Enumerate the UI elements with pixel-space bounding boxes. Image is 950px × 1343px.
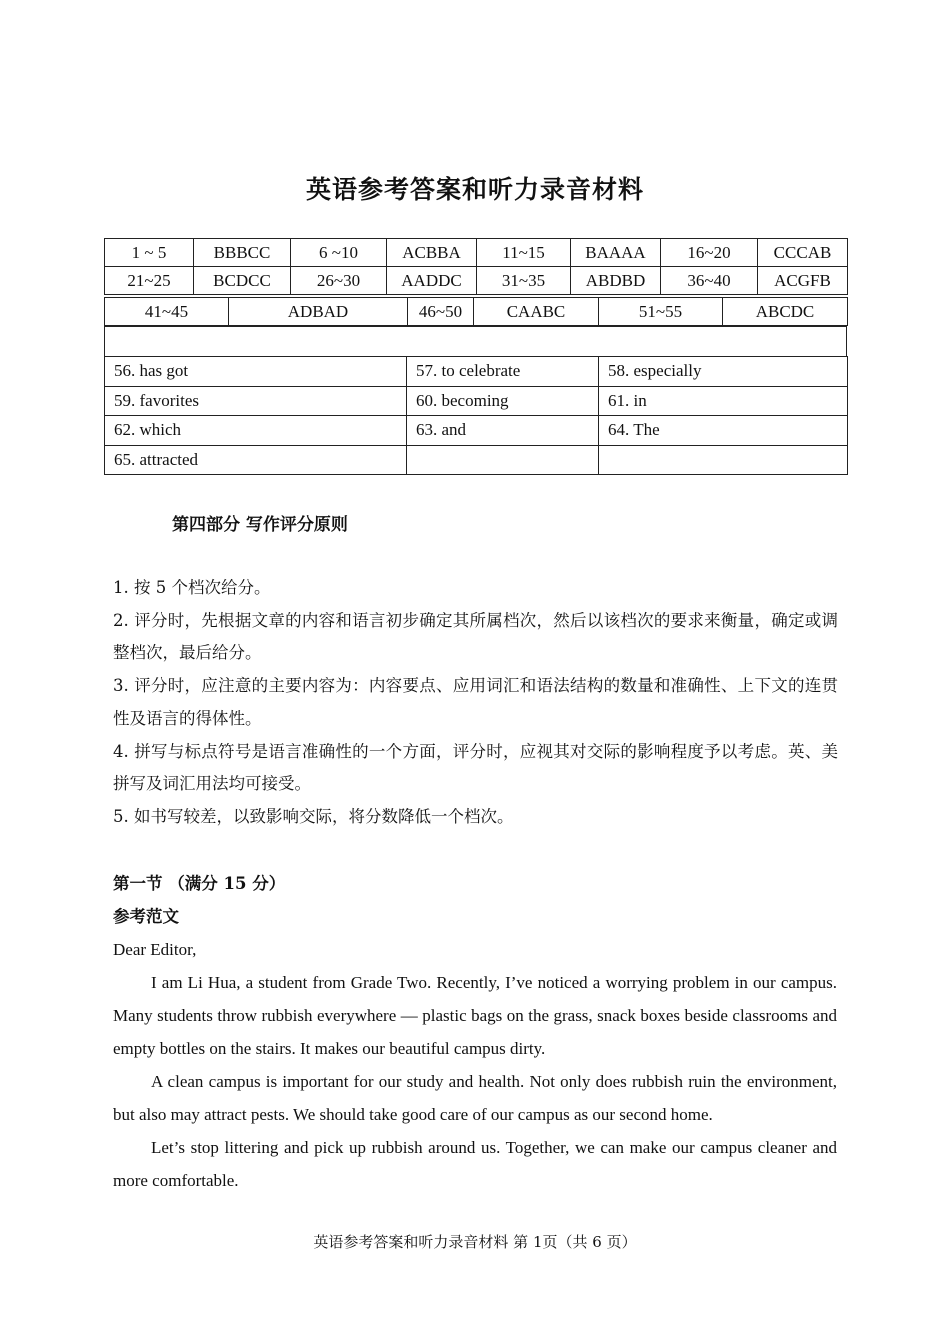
fill-in-cell: 63. and bbox=[407, 416, 599, 446]
table-row bbox=[105, 357, 848, 387]
table-row bbox=[105, 298, 848, 326]
question-range: 21~25 bbox=[105, 267, 194, 295]
fill-in-cell: 61. in bbox=[599, 386, 848, 416]
answer-cell: ACGFB bbox=[758, 267, 848, 295]
answer-cell: BAAAA bbox=[571, 239, 661, 267]
table-row bbox=[105, 327, 847, 357]
fill-in-answer-table bbox=[104, 356, 848, 475]
fill-in-cell: 65. attracted bbox=[105, 445, 407, 475]
fill-in-cell: 62. which bbox=[105, 416, 407, 446]
rule-item: 5. 如书写较差，以致影响交际，将分数降低一个档次。 bbox=[113, 806, 514, 826]
blank-row bbox=[104, 326, 847, 357]
section-label: 第一节 （满分 15 分） bbox=[113, 874, 286, 893]
answer-cell: AADDC bbox=[387, 267, 477, 295]
fill-in-cell bbox=[407, 445, 599, 475]
fill-in-cell: 64. The bbox=[599, 416, 848, 446]
table-row bbox=[105, 386, 848, 416]
letter-greeting: Dear Editor, bbox=[113, 940, 197, 959]
answer-table-1-40 bbox=[104, 238, 848, 295]
question-range: 51~55 bbox=[599, 298, 723, 326]
fill-in-cell bbox=[599, 445, 848, 475]
answer-cell: ABCDC bbox=[723, 298, 848, 326]
question-range: 16~20 bbox=[661, 239, 758, 267]
page-title: 英语参考答案和听力录音材料 bbox=[305, 175, 644, 204]
essay-paragraph: I am Li Hua, a student from Grade Two. Recently, I’ve noticed a worrying problem in our campus. Many students throw rubbish everywhere — plastic bags on the grass, snack boxes beside classrooms and empty bottles on the stairs. It makes our beautiful campus dirty. bbox=[113, 973, 837, 1058]
rule-item: 3. 评分时，应注意的主要内容为：内容要点、应用词汇和语法结构的数量和准确性、上下文的连贯性及语言的得体性。 bbox=[113, 676, 838, 728]
fill-in-cell: 58. especially bbox=[599, 357, 848, 387]
scoring-rules bbox=[113, 572, 838, 834]
table-row bbox=[105, 416, 848, 446]
rule-item: 4. 拼写与标点符号是语言准确性的一个方面，评分时，应视其对交际的影响程度予以考虑。英、美拼写及词汇用法均可接受。 bbox=[113, 741, 838, 794]
question-range: 31~35 bbox=[477, 267, 571, 295]
answer-table-41-55 bbox=[104, 297, 848, 326]
table-row bbox=[105, 239, 848, 267]
page-footer: 英语参考答案和听力录音材料 第 1页（共 6 页） bbox=[313, 1233, 637, 1251]
answer-cell: CCCAB bbox=[758, 239, 848, 267]
question-range: 26~30 bbox=[291, 267, 387, 295]
answer-cell: ACBBA bbox=[387, 239, 477, 267]
question-range: 6 ~10 bbox=[291, 239, 387, 267]
table-row bbox=[105, 445, 848, 475]
answer-cell: CAABC bbox=[474, 298, 599, 326]
rule-item: 1. 按 5 个档次给分。 bbox=[113, 578, 271, 597]
answer-cell: ADBAD bbox=[229, 298, 408, 326]
question-range: 46~50 bbox=[408, 298, 474, 326]
sample-label: 参考范文 bbox=[113, 907, 179, 926]
empty-cell bbox=[105, 327, 847, 357]
rule-item: 2. 评分时，先根据文章的内容和语言初步确定其所属档次，然后以该档次的要求来衡量，确定或调整档次，最后给分。 bbox=[113, 610, 838, 663]
answer-cell: BBBCC bbox=[194, 239, 291, 267]
table-row bbox=[105, 267, 848, 295]
answer-cell: ABDBD bbox=[571, 267, 661, 295]
fill-in-cell: 59. favorites bbox=[105, 386, 407, 416]
fill-in-cell: 57. to celebrate bbox=[407, 357, 599, 387]
question-range: 1 ~ 5 bbox=[105, 239, 194, 267]
question-range: 11~15 bbox=[477, 239, 571, 267]
essay-paragraph: Let’s stop littering and pick up rubbish around us. Together, we can make our campus cleaner and more comfortable. bbox=[113, 1138, 837, 1190]
question-range: 41~45 bbox=[105, 298, 229, 326]
sample-essay bbox=[113, 867, 837, 1197]
question-range: 36~40 bbox=[661, 267, 758, 295]
fill-in-cell: 56. has got bbox=[105, 357, 407, 387]
fill-in-cell: 60. becoming bbox=[407, 386, 599, 416]
answer-cell: BCDCC bbox=[194, 267, 291, 295]
writing-section-heading: 第四部分 写作评分原则 bbox=[172, 515, 348, 535]
essay-paragraph: A clean campus is important for our study and health. Not only does rubbish ruin the environment, but also may attract pests. We should take good care of our campus as our second home. bbox=[113, 1072, 837, 1124]
